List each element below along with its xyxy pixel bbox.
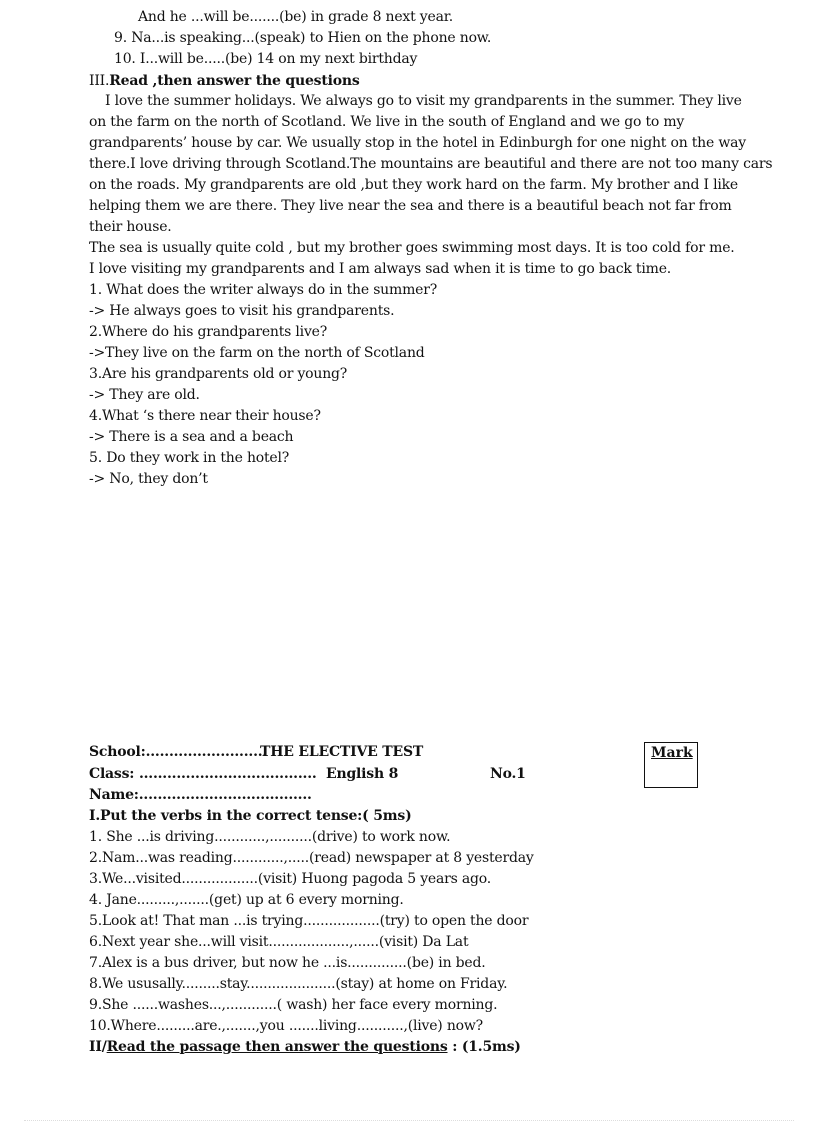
- question-line: 1. What does the writer always do in the summer?: [89, 282, 438, 298]
- verb-item: 10.Where.........are.,.......,you .......living...........,(live) now?: [89, 1018, 483, 1034]
- answer-line: -> He always goes to visit his grandparents.: [89, 303, 395, 319]
- answer-line: ->They live on the farm on the north of Scotland: [89, 345, 425, 361]
- name-field: Name:.....................................: [89, 787, 312, 803]
- verb-item: 2.Nam...was reading............,.....(read) newspaper at 8 yesterday: [89, 850, 534, 866]
- question-line: 4.What ‘s there near their house?: [89, 408, 321, 424]
- question-line: 3.Are his grandparents old or young?: [89, 366, 348, 382]
- passage-line: helping them we are there. They live near the sea and there is a beautiful beach not far from: [89, 198, 732, 214]
- verb-item: 7.Alex is a bus driver, but now he ...is..............(be) in bed.: [89, 955, 486, 971]
- verb-item: 5.Look at! That man ...is trying..................(try) to open the door: [89, 913, 529, 929]
- verb-item: 6.Next year she...will visit...................,......(visit) Da Lat: [89, 934, 469, 950]
- section-1-heading: I.Put the verbs in the correct tense:( 5ms): [89, 808, 412, 824]
- answer-line: -> They are old.: [89, 387, 200, 403]
- school-field: School:..........................: [89, 744, 268, 760]
- verb-item: 9.She ......washes...,............( wash) her face every morning.: [89, 997, 498, 1013]
- exercise-line: And he ...will be.......(be) in grade 8 next year.: [138, 9, 453, 25]
- subject-label: English 8: [326, 766, 399, 782]
- passage-line: I love the summer holidays. We always go to visit my grandparents in the summer. They live: [105, 93, 742, 109]
- question-line: 2.Where do his grandparents live?: [89, 324, 328, 340]
- exercise-line: 9. Na...is speaking...(speak) to Hien on the phone now.: [114, 30, 492, 46]
- answer-line: -> No, they don’t: [89, 471, 208, 487]
- test-number: No.1: [490, 766, 526, 782]
- passage-line: their house.: [89, 219, 172, 235]
- passage-line: The sea is usually quite cold , but my brother goes swimming most days. It is too cold for me.: [89, 240, 735, 256]
- verb-item: 8.We ususally.........stay.....................(stay) at home on Friday.: [89, 976, 508, 992]
- passage-line: I love visiting my grandparents and I am always sad when it is time to go back time.: [89, 261, 672, 277]
- mark-box: [644, 742, 698, 788]
- page-bottom-divider: [24, 1120, 794, 1121]
- mark-label: Mark: [651, 745, 693, 761]
- section-3-heading: [89, 71, 360, 92]
- passage-line: on the roads. My grandparents are old ,but they work hard on the farm. My brother and I like: [89, 177, 739, 193]
- section-2-prefix: II/: [89, 1039, 107, 1055]
- section-2-heading: [89, 1037, 521, 1058]
- passage-line: grandparents’ house by car. We usually stop in the hotel in Edinburgh for one night on the way: [89, 135, 746, 151]
- class-field: Class: ......................................: [89, 766, 317, 782]
- verb-item: 3.We...visited..................(visit) Huong pagoda 5 years ago.: [89, 871, 492, 887]
- verb-item: 4. Jane.........,.......(get) up at 6 every morning.: [89, 892, 404, 908]
- verb-item: 1. She ...is driving............,..........(drive) to work now.: [89, 829, 451, 845]
- passage-line: on the farm on the north of Scotland. We live in the south of England and we go to my: [89, 114, 685, 130]
- answer-line: -> There is a sea and a beach: [89, 429, 294, 445]
- passage-line: there.I love driving through Scotland.The mountains are beautiful and there are not too many cars: [89, 156, 773, 172]
- question-line: 5. Do they work in the hotel?: [89, 450, 290, 466]
- section-2-suffix: : (1.5ms): [447, 1039, 521, 1055]
- section-3-title: Read ,then answer the questions: [109, 73, 360, 89]
- exercise-line: 10. I...will be.....(be) 14 on my next birthday: [114, 51, 418, 67]
- section-2-title: Read the passage then answer the questions: [106, 1039, 448, 1055]
- test-title: THE ELECTIVE TEST: [260, 744, 424, 760]
- section-3-number: III.: [89, 73, 110, 89]
